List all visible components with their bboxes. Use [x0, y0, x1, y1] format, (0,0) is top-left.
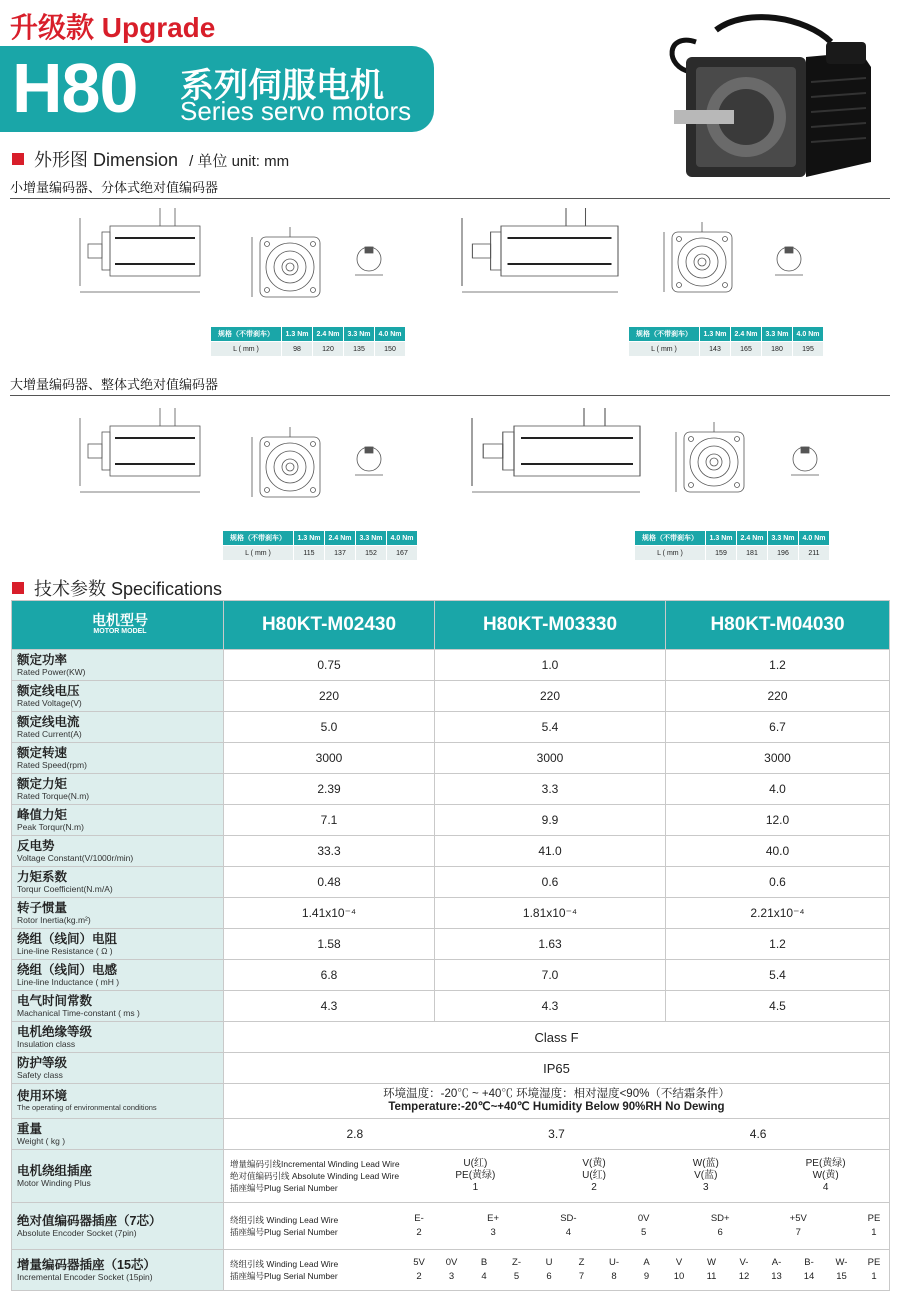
- dimension-unit: / 单位 unit: mm: [189, 153, 290, 170]
- label-en: Line-line Inductance ( mH ): [17, 976, 120, 987]
- label-en: Safety class: [17, 1069, 63, 1080]
- encoder-pin: [486, 1212, 500, 1240]
- series-title-en: Series servo motors: [180, 96, 412, 126]
- label-cn: 重量: [17, 1121, 43, 1136]
- encoder-pin: [835, 1256, 849, 1284]
- label-cn: 防护等级: [17, 1055, 68, 1070]
- spec-value: 1.63: [435, 929, 666, 960]
- encoder-pin: [575, 1256, 589, 1284]
- inc-desc-1: 绕组引线 Winding Lead Wire: [230, 1259, 339, 1269]
- insulation-value: Class F: [224, 1022, 890, 1053]
- dimension-drawing-4-front: [672, 410, 762, 505]
- spec-value: 0.75: [224, 650, 435, 681]
- spec-row: [12, 960, 890, 991]
- pin-signal: 0V: [637, 1213, 650, 1224]
- label-cn: 绕组（线间）电阻: [17, 931, 118, 946]
- spec-row: [12, 991, 890, 1022]
- spec-row: [12, 712, 890, 743]
- pin-signal: Z: [578, 1257, 585, 1268]
- label-cn: 转子惯量: [17, 900, 68, 915]
- length-value: 165: [731, 342, 762, 357]
- torque-4: 4.0 Nm: [793, 327, 824, 342]
- label-cn: 反电势: [17, 838, 55, 853]
- torque-3: 3.3 Nm: [344, 327, 375, 342]
- pin-number: 8: [611, 1271, 617, 1282]
- pin-number: 7: [578, 1271, 585, 1282]
- length-value: 115: [294, 546, 325, 561]
- spec-row-label: [12, 774, 224, 805]
- safety-label: [12, 1053, 224, 1084]
- pin-signal: B-: [804, 1257, 814, 1268]
- spec-value: 220: [435, 681, 666, 712]
- row-label: L ( mm ): [223, 546, 294, 561]
- spec-value: 33.3: [224, 836, 435, 867]
- weight-value: 3.7: [548, 1127, 565, 1141]
- pin-signal: SD+: [710, 1213, 730, 1224]
- series-title-cn: 系列伺服电机: [180, 67, 384, 105]
- table-head: 规格（不带刹车）: [211, 327, 282, 342]
- label-en: Torqur Coefficient(N.m/A): [17, 883, 113, 894]
- dimension-drawing-1-shaft: [350, 240, 400, 290]
- encoder-pin: [412, 1212, 426, 1240]
- spec-value: 220: [224, 681, 435, 712]
- torque-3: 3.3 Nm: [356, 531, 387, 546]
- spec-value: 9.9: [435, 805, 666, 836]
- label-cn: 绕组（线间）电感: [17, 962, 118, 977]
- label-en: Voltage Constant(V/1000r/min): [17, 852, 134, 863]
- pin-wire-abs: U(红): [582, 1170, 607, 1181]
- spec-value: 3000: [666, 743, 890, 774]
- label-cn: 额定力矩: [17, 776, 68, 791]
- encoder-pin: [672, 1256, 686, 1284]
- label-en: Machanical Time-constant ( ms ): [17, 1007, 140, 1018]
- label-cn: 额定功率: [17, 652, 68, 667]
- pin-signal: V-: [739, 1257, 749, 1268]
- spec-value: 5.0: [224, 712, 435, 743]
- spec-row-label: [12, 712, 224, 743]
- dimension-drawing-4: [462, 400, 662, 525]
- length-value: 159: [706, 546, 737, 561]
- pin-number: 2: [591, 1182, 597, 1193]
- label-cn: 力矩系数: [17, 869, 68, 884]
- pin-number: 5: [513, 1271, 520, 1282]
- length-value: 135: [344, 342, 375, 357]
- encoder-pin: [637, 1212, 651, 1240]
- torque-2: 2.4 Nm: [737, 531, 768, 546]
- bullet-square-icon: [12, 582, 24, 594]
- winding-desc-2: 绝对值编码引线 Absolute Winding Lead Wire: [230, 1171, 400, 1181]
- pin-number: 12: [738, 1271, 750, 1282]
- length-value: 137: [325, 546, 356, 561]
- weight-values: [224, 1119, 890, 1150]
- spec-row: [12, 929, 890, 960]
- spec-value: 0.6: [666, 867, 890, 898]
- servo-motor-image: [656, 12, 886, 182]
- length-table-1: [210, 326, 406, 357]
- label-en: Rated Torque(N.m): [17, 790, 90, 801]
- pin-number: 3: [703, 1182, 709, 1193]
- spec-row-label: [12, 836, 224, 867]
- label-cn: 额定线电压: [17, 683, 80, 698]
- pin-signal: PE: [867, 1213, 881, 1224]
- torque-2: 2.4 Nm: [313, 327, 344, 342]
- label-en: Rated Power(KW): [17, 666, 86, 677]
- model-title: H80: [12, 49, 138, 127]
- dimension-heading: [12, 146, 289, 172]
- spec-row-label: [12, 650, 224, 681]
- torque-3: 3.3 Nm: [768, 531, 799, 546]
- upgrade-label: 升级款 Upgrade: [10, 12, 216, 43]
- length-value: 150: [375, 342, 406, 357]
- spec-value: 1.58: [224, 929, 435, 960]
- pin-number: 7: [795, 1227, 801, 1238]
- winding-desc-1: 增量编码引线Incremental Winding Lead Wire: [230, 1159, 400, 1169]
- pin-signal: A-: [771, 1257, 782, 1268]
- encoder-pin: [790, 1212, 807, 1240]
- spec-value: 3000: [435, 743, 666, 774]
- pin-number: 15: [836, 1271, 847, 1282]
- torque-4: 4.0 Nm: [799, 531, 830, 546]
- inc-desc-2: 插座编号Plug Serial Number: [230, 1271, 338, 1281]
- env-value: [224, 1084, 890, 1119]
- encoder-pin: [867, 1256, 881, 1284]
- length-table-4: [634, 530, 830, 561]
- winding-label: [12, 1150, 224, 1203]
- label-cn: 峰值力矩: [17, 807, 68, 822]
- spec-value: 1.81x10⁻⁴: [435, 898, 666, 929]
- pin-signal: PE: [867, 1257, 881, 1268]
- pin-signal: E+: [487, 1213, 500, 1224]
- length-value: 120: [313, 342, 344, 357]
- pin-signal: SD-: [560, 1213, 577, 1224]
- label-cn: 电气时间常数: [17, 993, 93, 1008]
- encoder-pin: [607, 1256, 621, 1284]
- encoder-pin: [412, 1256, 426, 1284]
- label-cn: 额定转速: [17, 745, 68, 760]
- model-3: H80KT-M04030: [666, 601, 890, 650]
- table-head: 规格（不带刹车）: [223, 531, 294, 546]
- dimension-title: 外形图 Dimension: [34, 150, 179, 170]
- pin-signal: +5V: [789, 1213, 807, 1224]
- safety-value: IP65: [224, 1053, 890, 1084]
- pin-number: 14: [803, 1271, 815, 1282]
- pin-number: 4: [822, 1182, 829, 1193]
- encoder-pin: [737, 1256, 751, 1284]
- spec-value: 5.4: [435, 712, 666, 743]
- dimension-drawing-4-shaft: [786, 440, 836, 490]
- label-cn: 电机绕组插座: [17, 1163, 93, 1178]
- table-head: 规格（不带刹车）: [629, 327, 700, 342]
- spec-value: 4.3: [435, 991, 666, 1022]
- encoder-pin: [510, 1256, 524, 1284]
- torque-1: 1.3 Nm: [700, 327, 731, 342]
- spec-value: 40.0: [666, 836, 890, 867]
- torque-4: 4.0 Nm: [387, 531, 418, 546]
- spec-row: [12, 743, 890, 774]
- encoder-pin: [705, 1256, 719, 1284]
- motor-model-header: [12, 601, 224, 650]
- length-value: 143: [700, 342, 731, 357]
- pin-number: 1: [472, 1182, 479, 1193]
- subsection-large-encoder: 大增量编码器、整体式绝对值编码器: [10, 374, 890, 396]
- spec-value: 2.39: [224, 774, 435, 805]
- spec-value: 4.0: [666, 774, 890, 805]
- pin-number: 6: [717, 1227, 723, 1238]
- label-en: Peak Torqur(N.m): [17, 821, 84, 832]
- torque-1: 1.3 Nm: [294, 531, 325, 546]
- pin-signal: W: [707, 1257, 716, 1268]
- spec-value: 4.5: [666, 991, 890, 1022]
- torque-2: 2.4 Nm: [731, 327, 762, 342]
- row-label: L ( mm ): [635, 546, 706, 561]
- weight-value: 2.8: [346, 1127, 364, 1141]
- length-value: 211: [799, 546, 830, 561]
- model-2: H80KT-M03330: [435, 601, 666, 650]
- length-value: 196: [768, 546, 799, 561]
- inc-encoder-values: [224, 1250, 890, 1291]
- pin-wire-inc: U(红): [463, 1158, 488, 1169]
- spec-value: 220: [666, 681, 890, 712]
- header-cn: 电机型号: [92, 611, 148, 628]
- pin-signal: 5V: [413, 1257, 425, 1268]
- pin-number: 9: [643, 1271, 650, 1282]
- pin-signal: V: [675, 1257, 683, 1268]
- spec-value: 2.21x10⁻⁴: [666, 898, 890, 929]
- pin-number: 4: [565, 1227, 572, 1238]
- spec-value: 6.8: [224, 960, 435, 991]
- dimension-drawing-2-shaft: [770, 240, 820, 290]
- label-cn: 电机绝缘等级: [17, 1024, 93, 1039]
- encoder-pin: [477, 1256, 491, 1284]
- label-en: Absolute Encoder Socket (7pin): [17, 1227, 137, 1238]
- spec-row: [12, 867, 890, 898]
- inc-encoder-label: [12, 1250, 224, 1291]
- spec-row: [12, 650, 890, 681]
- pin-number: 11: [706, 1271, 717, 1282]
- label-en: Insulation class: [17, 1038, 76, 1049]
- spec-value: 1.41x10⁻⁴: [224, 898, 435, 929]
- pin-signal: U: [545, 1257, 553, 1268]
- pin-wire-abs: W(黄): [812, 1170, 839, 1181]
- pin-number: 1: [871, 1227, 877, 1238]
- spec-row: [12, 681, 890, 712]
- pin-number: 10: [673, 1271, 685, 1282]
- spec-value: 1.2: [666, 650, 890, 681]
- row-label: L ( mm ): [211, 342, 282, 357]
- insulation-label: [12, 1022, 224, 1053]
- pin-signal: 0V: [445, 1257, 458, 1268]
- dimension-drawing-1-front: [248, 215, 338, 310]
- pin-signal: B: [480, 1257, 488, 1268]
- winding-desc-3: 插座编号Plug Serial Number: [230, 1183, 338, 1193]
- label-cn: 增量编码器插座（15芯）: [17, 1257, 156, 1272]
- spec-value: 12.0: [666, 805, 890, 836]
- spec-table: [11, 600, 890, 1291]
- spec-value: 0.6: [435, 867, 666, 898]
- bullet-square-icon: [12, 153, 24, 165]
- winding-pin: [693, 1158, 719, 1194]
- length-value: 98: [282, 342, 313, 357]
- winding-values: [224, 1150, 890, 1203]
- encoder-pin: [542, 1256, 556, 1284]
- encoder-pin: [445, 1256, 459, 1284]
- pin-number: 4: [481, 1271, 487, 1282]
- length-value: 195: [793, 342, 824, 357]
- spec-row-label: [12, 743, 224, 774]
- spec-value: 4.3: [224, 991, 435, 1022]
- env-value-cn: 环境温度：-20℃ ~ +40℃ 环境湿度：相对湿度<90%（不结霜条件）: [383, 1088, 730, 1100]
- spec-value: 3000: [224, 743, 435, 774]
- spec-value: 7.1: [224, 805, 435, 836]
- pin-wire-abs: PE(黄绿): [455, 1170, 496, 1181]
- spec-row-label: [12, 805, 224, 836]
- label-en: Weight ( kg ): [17, 1135, 66, 1146]
- pin-signal: A: [643, 1257, 650, 1268]
- spec-row: [12, 836, 890, 867]
- spec-row: [12, 898, 890, 929]
- pin-wire-abs: V(蓝): [694, 1170, 718, 1181]
- abs-desc-2: 插座编号Plug Serial Number: [230, 1227, 338, 1237]
- length-value: 152: [356, 546, 387, 561]
- pin-number: 13: [771, 1271, 782, 1282]
- length-value: 180: [762, 342, 793, 357]
- spec-value: 1.0: [435, 650, 666, 681]
- label-en: Rotor Inertia(kg.m²): [17, 914, 91, 925]
- pin-number: 2: [416, 1227, 422, 1238]
- spec-row-label: [12, 991, 224, 1022]
- pin-wire-inc: W(蓝): [692, 1158, 719, 1169]
- header-en: MOTOR MODEL: [93, 627, 147, 635]
- pin-signal: U-: [608, 1257, 620, 1268]
- spec-value: 7.0: [435, 960, 666, 991]
- winding-pin: [582, 1158, 606, 1194]
- spec-row-label: [12, 681, 224, 712]
- spec-row-label: [12, 898, 224, 929]
- encoder-pin: [867, 1212, 881, 1240]
- winding-pin: [806, 1158, 846, 1194]
- env-value-en: Temperature:-20℃~+40℃ Humidity Below 90%RH No Dewing: [388, 1101, 725, 1113]
- label-en: Motor Winding Plus: [17, 1177, 91, 1188]
- spec-row: [12, 805, 890, 836]
- torque-3: 3.3 Nm: [762, 327, 793, 342]
- length-table-3: [222, 530, 418, 561]
- weight-value: 4.6: [749, 1127, 767, 1141]
- pin-signal: Z-: [512, 1257, 521, 1268]
- pin-number: 3: [490, 1227, 496, 1238]
- spec-value: 1.2: [666, 929, 890, 960]
- label-en: Rated Current(A): [17, 728, 82, 739]
- torque-4: 4.0 Nm: [375, 327, 406, 342]
- pin-wire-inc: V(黄): [582, 1158, 606, 1169]
- label-cn: 额定线电流: [17, 714, 80, 729]
- spec-heading: [12, 575, 222, 601]
- spec-value: 5.4: [666, 960, 890, 991]
- pin-number: 3: [448, 1271, 455, 1282]
- spec-row-label: [12, 929, 224, 960]
- abs-desc-1: 绕组引线 Winding Lead Wire: [230, 1215, 339, 1225]
- length-table-2: [628, 326, 824, 357]
- model-1: H80KT-M02430: [224, 601, 435, 650]
- spec-value: 6.7: [666, 712, 890, 743]
- dimension-drawing-3-front: [248, 415, 338, 510]
- env-label: [12, 1084, 224, 1119]
- encoder-pin: [711, 1212, 730, 1240]
- length-value: 167: [387, 546, 418, 561]
- pin-number: 6: [546, 1271, 552, 1282]
- pin-wire-inc: PE(黄绿): [805, 1158, 846, 1169]
- length-value: 181: [737, 546, 768, 561]
- pin-number: 5: [641, 1227, 647, 1238]
- spec-row: [12, 774, 890, 805]
- label-en: Incremental Encoder Socket (15pin): [17, 1271, 153, 1282]
- spec-row-label: [12, 960, 224, 991]
- label-cn: 使用环境: [17, 1088, 68, 1103]
- dimension-drawing-2: [452, 200, 652, 325]
- encoder-pin: [770, 1256, 784, 1284]
- abs-encoder-label: [12, 1203, 224, 1250]
- row-label: L ( mm ): [629, 342, 700, 357]
- label-cn: 绝对值编码器插座（7芯）: [17, 1213, 162, 1228]
- subsection-small-encoder: 小增量编码器、分体式绝对值编码器: [10, 177, 890, 199]
- dimension-drawing-2-front: [660, 210, 750, 305]
- torque-1: 1.3 Nm: [706, 531, 737, 546]
- label-en: Rated Voltage(V): [17, 697, 82, 708]
- label-en: Line-line Resistance ( Ω ): [17, 945, 113, 956]
- label-en: The operating of environmental conditions: [17, 1102, 157, 1112]
- spec-value: 41.0: [435, 836, 666, 867]
- pin-signal: E-: [414, 1213, 424, 1224]
- table-head: 规格（不带刹车）: [635, 531, 706, 546]
- spec-row-label: [12, 867, 224, 898]
- weight-label: [12, 1119, 224, 1150]
- spec-value: 3.3: [435, 774, 666, 805]
- pin-number: 2: [416, 1271, 422, 1282]
- winding-pin: [455, 1158, 495, 1194]
- spec-value: 0.48: [224, 867, 435, 898]
- spec-title: 技术参数 Specifications: [34, 579, 223, 599]
- encoder-pin: [560, 1212, 576, 1240]
- torque-1: 1.3 Nm: [282, 327, 313, 342]
- abs-encoder-values: [224, 1203, 890, 1250]
- dimension-drawing-3-shaft: [350, 440, 400, 490]
- encoder-pin: [640, 1256, 654, 1284]
- pin-number: 1: [871, 1271, 877, 1282]
- encoder-pin: [802, 1256, 816, 1284]
- torque-2: 2.4 Nm: [325, 531, 356, 546]
- pin-signal: W-: [835, 1257, 848, 1268]
- label-en: Rated Speed(rpm): [17, 759, 87, 770]
